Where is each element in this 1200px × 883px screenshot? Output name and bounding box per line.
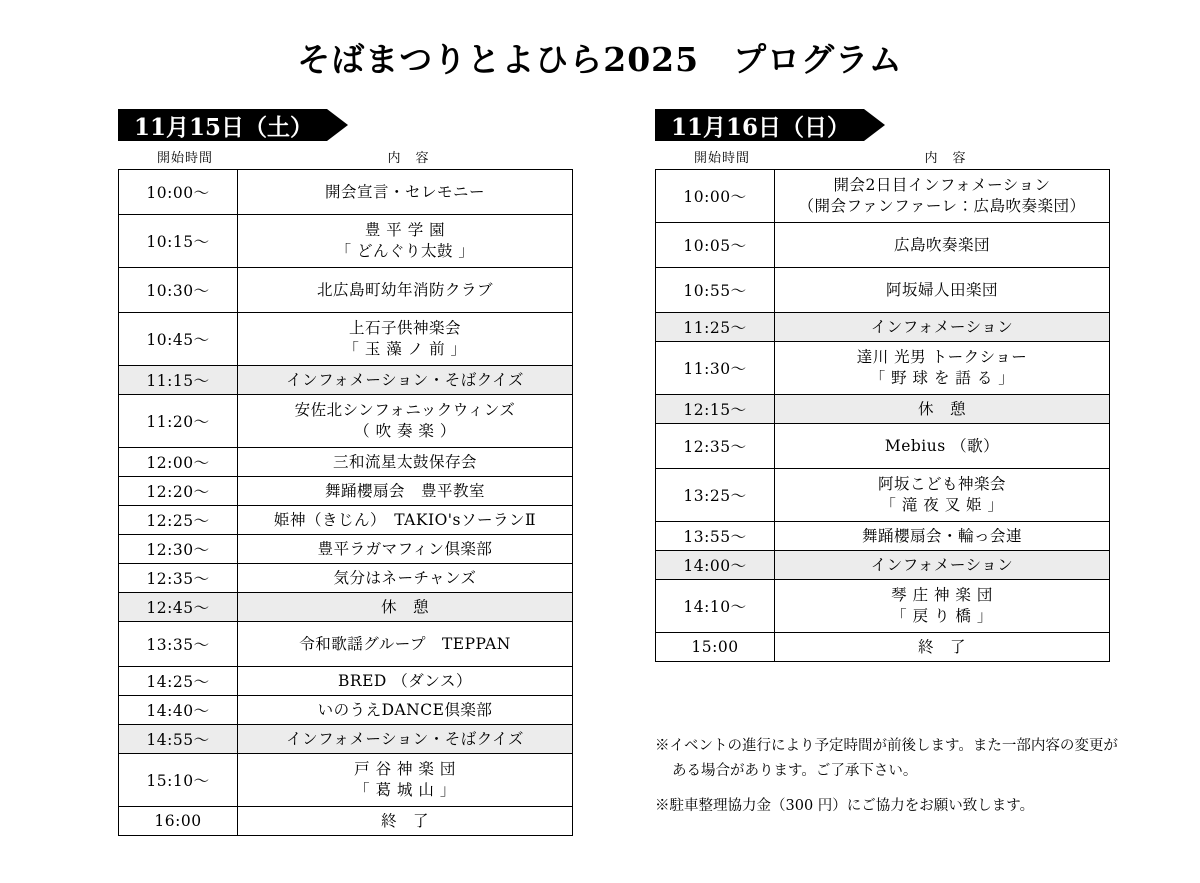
row-start-time: 14:55〜 bbox=[119, 725, 238, 754]
footnotes bbox=[655, 734, 1155, 828]
page-title: そばまつりとよひら2025 プログラム bbox=[297, 40, 903, 79]
row-start-time: 11:30〜 bbox=[656, 342, 775, 395]
row-start-time: 12:45〜 bbox=[119, 593, 238, 622]
program-columns bbox=[0, 109, 1200, 836]
row-content bbox=[238, 366, 573, 395]
row-content bbox=[238, 622, 573, 667]
row-content bbox=[238, 448, 573, 477]
table-row bbox=[119, 313, 573, 366]
row-content-line: 終 了 bbox=[917, 637, 966, 656]
row-content-line: 三和流星太鼓保存会 bbox=[332, 452, 477, 471]
table-row bbox=[119, 754, 573, 807]
row-start-time: 11:20〜 bbox=[119, 395, 238, 448]
row-start-time: 10:55〜 bbox=[656, 268, 775, 313]
table-row bbox=[119, 667, 573, 696]
row-content bbox=[775, 469, 1110, 522]
row-content-line: 「 滝 夜 叉 姫 」 bbox=[880, 496, 1004, 514]
table-row bbox=[656, 268, 1110, 313]
row-content bbox=[238, 477, 573, 506]
row-start-time: 12:35〜 bbox=[119, 564, 238, 593]
row-content-line: いのうえDANCE倶楽部 bbox=[317, 700, 493, 719]
row-content bbox=[775, 223, 1110, 268]
table-row bbox=[656, 551, 1110, 580]
row-content-line: 「 どんぐり太鼓 」 bbox=[335, 242, 475, 260]
header-content-day1: 内 容 bbox=[387, 150, 430, 165]
table-row bbox=[656, 469, 1110, 522]
table-row bbox=[119, 170, 573, 215]
table-row bbox=[119, 395, 573, 448]
row-start-time: 10:45〜 bbox=[119, 313, 238, 366]
table-row bbox=[119, 622, 573, 667]
row-content bbox=[238, 667, 573, 696]
row-content bbox=[775, 551, 1110, 580]
row-content bbox=[238, 395, 573, 448]
header-start-time-day1: 開始時間 bbox=[156, 150, 213, 165]
row-content-line: Mebius （歌） bbox=[884, 436, 1000, 455]
row-start-time: 11:15〜 bbox=[119, 366, 238, 395]
program-table-day1 bbox=[118, 169, 573, 836]
row-content-line: 「 葛 城 山 」 bbox=[354, 781, 456, 799]
row-start-time: 15:10〜 bbox=[119, 754, 238, 807]
row-content-line: BRED （ダンス） bbox=[338, 671, 472, 690]
table-row bbox=[119, 696, 573, 725]
row-start-time: 11:25〜 bbox=[656, 313, 775, 342]
row-content-line: 休 憩 bbox=[917, 399, 966, 418]
row-content bbox=[775, 342, 1110, 395]
row-content-line: 開会宣言・セレモニー bbox=[324, 182, 485, 201]
row-content-line: インフォメーション bbox=[870, 317, 1014, 336]
row-content bbox=[238, 754, 573, 807]
row-content-line: 琴 庄 神 楽 団 bbox=[891, 586, 993, 605]
table-row bbox=[656, 424, 1110, 469]
row-content bbox=[775, 580, 1110, 633]
row-content-line: （開会ファンファーレ：広島吹奏楽団） bbox=[798, 197, 1086, 215]
footnote-line: ある場合があります。ご了承下さい。 bbox=[672, 763, 918, 780]
row-start-time: 13:55〜 bbox=[656, 522, 775, 551]
table-row bbox=[119, 506, 573, 535]
day-banner-day1: 11月15日（土） bbox=[118, 109, 327, 141]
row-content bbox=[238, 268, 573, 313]
row-content bbox=[238, 506, 573, 535]
row-content bbox=[775, 170, 1110, 223]
row-content bbox=[238, 564, 573, 593]
row-content-line: 阿坂婦人田楽団 bbox=[885, 280, 998, 299]
row-start-time: 16:00 bbox=[119, 807, 238, 836]
table-row bbox=[656, 580, 1110, 633]
row-content bbox=[775, 633, 1110, 662]
table-row bbox=[119, 477, 573, 506]
row-content bbox=[238, 696, 573, 725]
row-start-time: 10:05〜 bbox=[656, 223, 775, 268]
row-content bbox=[238, 215, 573, 268]
row-content bbox=[775, 424, 1110, 469]
row-start-time: 12:15〜 bbox=[656, 395, 775, 424]
row-content-line: 「 野 球 を 語 る 」 bbox=[869, 369, 1015, 387]
row-content-line: 休 憩 bbox=[380, 597, 429, 616]
table-row bbox=[656, 395, 1110, 424]
row-content-line: 上石子供神楽会 bbox=[348, 319, 461, 338]
row-start-time: 10:00〜 bbox=[119, 170, 238, 215]
row-start-time: 10:15〜 bbox=[119, 215, 238, 268]
row-content-line: 姫神（きじん） TAKIO'sソーランⅡ bbox=[273, 510, 537, 529]
row-start-time: 12:35〜 bbox=[656, 424, 775, 469]
table-row bbox=[656, 522, 1110, 551]
row-start-time: 12:25〜 bbox=[119, 506, 238, 535]
program-column-day1 bbox=[118, 109, 573, 836]
row-content bbox=[775, 395, 1110, 424]
footnote bbox=[655, 734, 1155, 785]
row-content bbox=[238, 807, 573, 836]
row-content-line: 豊平ラガマフィン倶楽部 bbox=[317, 539, 493, 558]
row-content-line: 終 了 bbox=[380, 811, 429, 830]
row-content bbox=[775, 313, 1110, 342]
table-row bbox=[656, 633, 1110, 662]
row-content-line: 舞踊櫻扇会・輪っ会連 bbox=[861, 526, 1022, 545]
program-column-day2 bbox=[655, 109, 1110, 836]
row-start-time: 15:00 bbox=[656, 633, 775, 662]
row-start-time: 14:40〜 bbox=[119, 696, 238, 725]
header-content-day2: 内 容 bbox=[924, 150, 967, 165]
row-content-line: 達川 光男 トークショー bbox=[856, 348, 1028, 367]
program-table-day2 bbox=[655, 169, 1110, 662]
footnote-line: ※駐車整理協力金（300 円）にご協力をお願い致します。 bbox=[655, 797, 1035, 814]
row-content-line: 阿坂こども神楽会 bbox=[877, 475, 1006, 494]
table-row bbox=[656, 170, 1110, 223]
day-banner-day2: 11月16日（日） bbox=[655, 109, 864, 141]
row-content-line: 気分はネーチャンズ bbox=[333, 568, 477, 587]
row-content-line: 開会2日目インフォメーション bbox=[833, 176, 1051, 195]
row-start-time: 13:35〜 bbox=[119, 622, 238, 667]
row-content bbox=[238, 725, 573, 754]
footnote-line: ※イベントの進行により予定時間が前後します。また一部内容の変更が bbox=[655, 738, 1118, 754]
header-start-time-day2: 開始時間 bbox=[693, 150, 750, 165]
row-content bbox=[775, 522, 1110, 551]
row-content bbox=[775, 268, 1110, 313]
row-content-line: インフォメーション bbox=[870, 555, 1014, 574]
row-content-line: インフォメーション・そばクイズ bbox=[286, 729, 524, 748]
row-content-line: （ 吹 奏 楽 ） bbox=[354, 422, 456, 440]
table-row bbox=[119, 215, 573, 268]
footnote bbox=[655, 794, 1155, 819]
row-content-line: 広島吹奏楽団 bbox=[893, 235, 990, 254]
column-headers-day1 bbox=[118, 147, 573, 166]
table-row bbox=[119, 366, 573, 395]
row-content-line: 令和歌謡グループ TEPPAN bbox=[299, 634, 511, 653]
row-content-line: 「 玉 藻 ノ 前 」 bbox=[343, 340, 467, 358]
row-start-time: 13:25〜 bbox=[656, 469, 775, 522]
row-content-line: インフォメーション・そばクイズ bbox=[286, 370, 524, 389]
column-headers-day2 bbox=[655, 147, 1110, 166]
row-start-time: 10:30〜 bbox=[119, 268, 238, 313]
table-row bbox=[119, 564, 573, 593]
row-content-line: 「 戻 り 橋 」 bbox=[891, 607, 993, 625]
table-row bbox=[656, 223, 1110, 268]
row-start-time: 12:30〜 bbox=[119, 535, 238, 564]
row-start-time: 12:20〜 bbox=[119, 477, 238, 506]
row-start-time: 10:00〜 bbox=[656, 170, 775, 223]
table-row bbox=[119, 807, 573, 836]
table-row bbox=[656, 342, 1110, 395]
table-row bbox=[119, 448, 573, 477]
row-start-time: 14:00〜 bbox=[656, 551, 775, 580]
table-row bbox=[119, 535, 573, 564]
row-start-time: 12:00〜 bbox=[119, 448, 238, 477]
row-start-time: 14:25〜 bbox=[119, 667, 238, 696]
row-content-line: 戸 谷 神 楽 団 bbox=[354, 760, 456, 779]
table-row bbox=[119, 593, 573, 622]
row-content-line: 舞踊櫻扇会 豊平教室 bbox=[324, 481, 485, 500]
row-start-time: 14:10〜 bbox=[656, 580, 775, 633]
table-row bbox=[656, 313, 1110, 342]
row-content-line: 豊 平 学 園 bbox=[364, 221, 446, 240]
row-content bbox=[238, 313, 573, 366]
row-content-line: 安佐北シンフォニックウィンズ bbox=[294, 401, 516, 420]
row-content-line: 北広島町幼年消防クラブ bbox=[316, 280, 493, 299]
table-row bbox=[119, 725, 573, 754]
row-content bbox=[238, 535, 573, 564]
row-content bbox=[238, 593, 573, 622]
row-content bbox=[238, 170, 573, 215]
table-row bbox=[119, 268, 573, 313]
